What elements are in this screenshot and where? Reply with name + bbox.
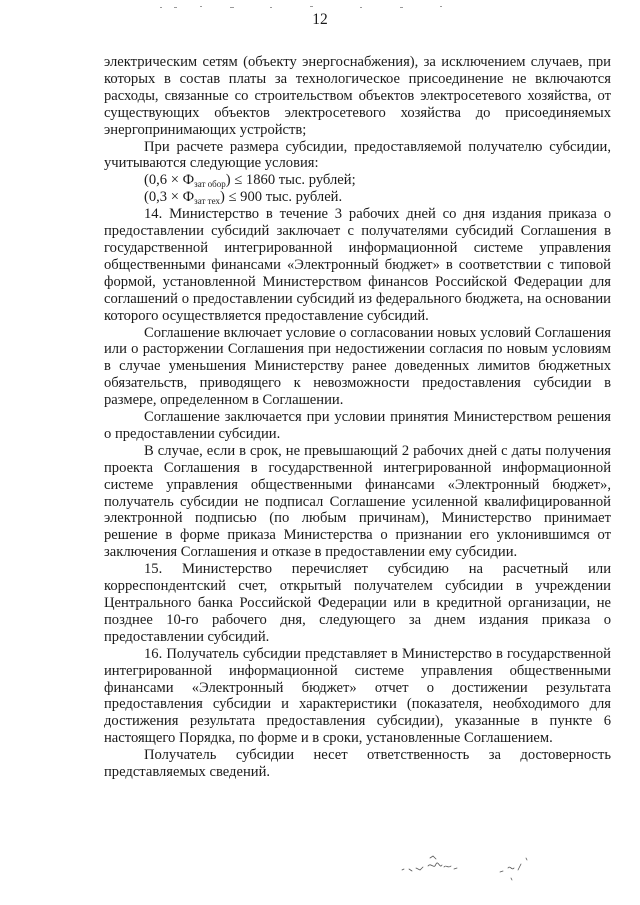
paragraph-item-15: 15. Министерство перечисляет субсидию на расчетный или корреспондентский счет, открытый получателем субсидии в учреждении Центрального банка Российской Федерации или в кредитной организации, не позднее 10-го рабочего дня, следующего за днем издания приказа о предоставлении субсидий. — [104, 561, 611, 645]
paragraph-item-14: 14. Министерство в течение 3 рабочих дней со дня издания приказа о предоставлении субсидий заключает с получателями субсидий Соглашения в государственной интегрированной информационной системе управления общественными финансами «Электронный бюджет» в соответствии с типовой формой, установленной Министерством финансов Российской Федерации для соглашений о предоставлении субсидий из федерального бюджета, на основании которого осуществляется предоставление субсидий. — [104, 206, 611, 324]
document-body — [104, 54, 611, 781]
paragraph-item-16: 16. Получатель субсидии представляет в Министерство в государственной интегрированной информационной системе управления общественными финансами «Электронный бюджет» отчет о достижении результата предоставления субсидии и характеристики (показателя, необходимого для достижения результата предоставления субсидии), указанные в пункте 6 настоящего Порядка, по форме и в сроки, установленные Соглашением. — [104, 645, 611, 747]
paragraph-agreement-concluded: Соглашение заключается при условии принятия Министерством решения о предоставлении субсидии. — [104, 409, 611, 442]
paragraph-responsibility: Получатель субсидии несет ответственность за достоверность представляемых сведений. — [104, 747, 611, 781]
formula-equipment: $(0,6 \times Ф_{зат обор}) \le 1860$ тыс. рублей; — [144, 172, 356, 190]
page-number: 12 — [312, 11, 328, 28]
paragraph-agreement-includes: Соглашение включает условие о согласовании новых условий Соглашения или о расторжении Соглашения при недостижении согласия по новым условиям в случае уменьшения Министерству ранее доведенных лимитов бюджетных обязательств, приводящего к невозможности предоставления субсидии в размере, определенном в Соглашении. — [104, 324, 611, 409]
signature-scribble — [400, 850, 560, 890]
paragraph-continuation: электрическим сетям (объекту энергоснабжения), за исключением случаев, при которых в состав платы за технологическое присоединение не включаются расходы, связанные со строительством объектов электросетевого хозяйства, от существующих объектов электросетевого хозяйства до присоединяемых энергопринимающих устройств; — [104, 54, 611, 138]
paragraph-conditions: При расчете размера субсидии, предоставляемой получателю субсидии, учитываются следующие условия: — [104, 138, 611, 172]
scan-artifact-top — [160, 4, 460, 10]
formula-technical: $(0,3 \times Ф_{зат тех}) \le 900$ тыс. рублей. — [144, 189, 343, 207]
paragraph-refusal: В случае, если в срок, не превышающий 2 рабочих дней с даты получения проекта Соглашения в государственной интегрированной информационной системе управления общественными финансами «Электронный бюджет», получатель субсидии не подписал Соглашение усиленной квалифицированной электронной подписью (по любым причинам), Министерство принимает решение в форме приказа Министерства о признании его уклонившимся от заключения Соглашения и отказе в предоставлении ему субсидии. — [104, 442, 611, 561]
